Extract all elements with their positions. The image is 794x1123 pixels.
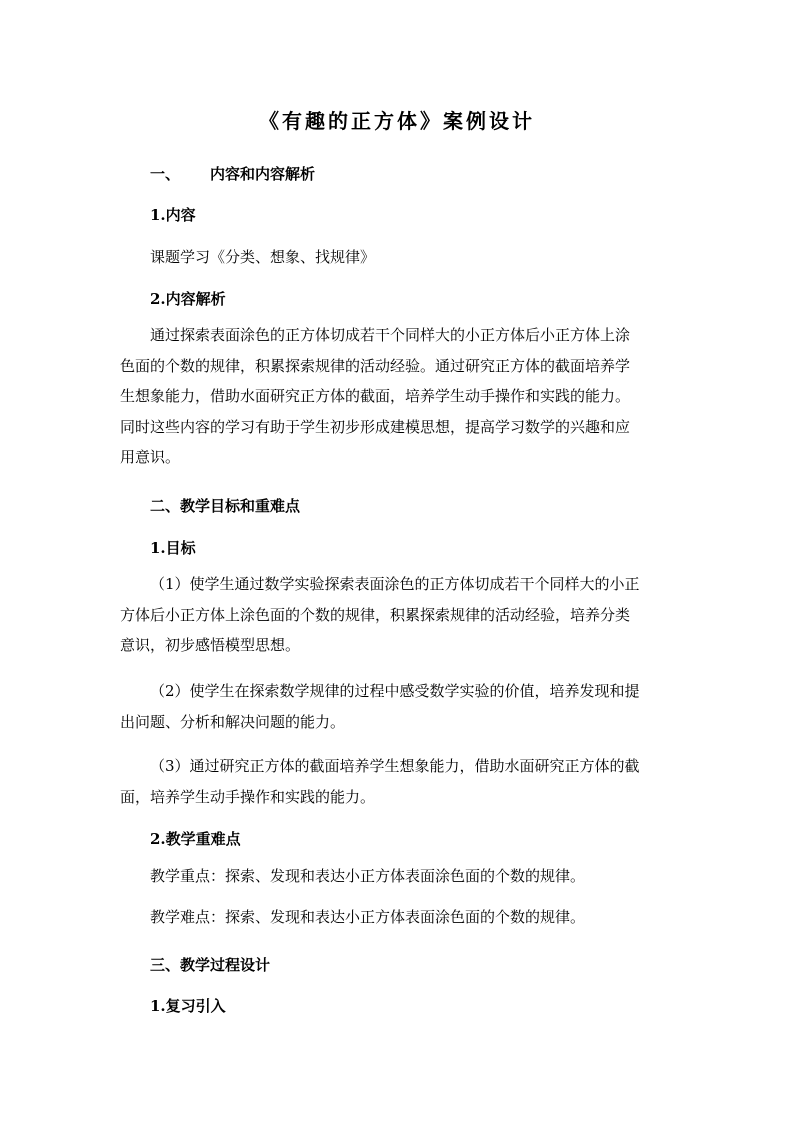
section-1-2-paragraph xyxy=(120,320,675,473)
goal-2-paragraph xyxy=(120,676,675,737)
paragraph-line: 生想象能力，借助水面研究正方体的截面，培养学生动手操作和实践的能力。 xyxy=(120,387,631,405)
section-3-heading: 三、教学过程设计 xyxy=(150,956,271,974)
paragraph-line: 出问题、分析和解决问题的能力。 xyxy=(120,712,346,731)
section-1-title: 内容和内容解析 xyxy=(210,165,316,183)
difficult-point-text: 教学难点：探索、发现和表达小正方体表面涂色面的个数的规律。 xyxy=(150,908,586,926)
key-point-text: 教学重点：探索、发现和表达小正方体表面涂色面的个数的规律。 xyxy=(150,867,586,885)
section-2-heading: 二、教学目标和重难点 xyxy=(150,497,301,515)
paragraph-line: 方体后小正方体上涂色面的个数的规律，积累探索规律的活动经验，培养分类 xyxy=(120,605,631,624)
goal-3-paragraph xyxy=(120,751,675,812)
section-3-1-heading: 1.复习引入 xyxy=(150,997,226,1015)
paragraph-line: （2）使学生在探索数学规律的过程中感受数学实验的价值，培养发现和提 xyxy=(150,682,640,700)
section-1-2-heading: 2.内容解析 xyxy=(150,290,226,308)
section-1-heading xyxy=(150,164,315,184)
section-1-number: 一、 xyxy=(150,165,181,183)
paragraph-line: 色面的个数的规律，积累探索规律的活动经验。通过研究正方体的截面培养学 xyxy=(120,356,631,375)
goal-1-paragraph xyxy=(120,569,675,661)
section-2-1-heading: 1.目标 xyxy=(150,539,196,557)
paragraph-line: （3）通过研究正方体的截面培养学生想象能力，借助水面研究正方体的截 xyxy=(150,757,640,775)
paragraph-line: 同时这些内容的学习有助于学生初步形成建模思想，提高学习数学的兴趣和应 xyxy=(120,417,631,436)
paragraph-line: （1）使学生通过数学实验探索表面涂色的正方体切成若干个同样大的小正 xyxy=(150,575,640,593)
paragraph-line: 通过探索表面涂色的正方体切成若干个同样大的小正方体后小正方体上涂 xyxy=(150,326,631,344)
section-1-1-heading: 1.内容 xyxy=(150,206,196,224)
section-1-1-text: 课题学习《分类、想象、找规律》 xyxy=(150,248,376,266)
paragraph-line: 意识，初步感悟模型思想。 xyxy=(120,636,301,654)
paragraph-line: 用意识。 xyxy=(120,448,181,466)
paragraph-line: 面，培养学生动手操作和实践的能力。 xyxy=(120,787,376,806)
section-2-2-heading: 2.教学重难点 xyxy=(150,830,241,848)
document-title: 《有趣的正方体》案例设计 xyxy=(259,109,535,133)
